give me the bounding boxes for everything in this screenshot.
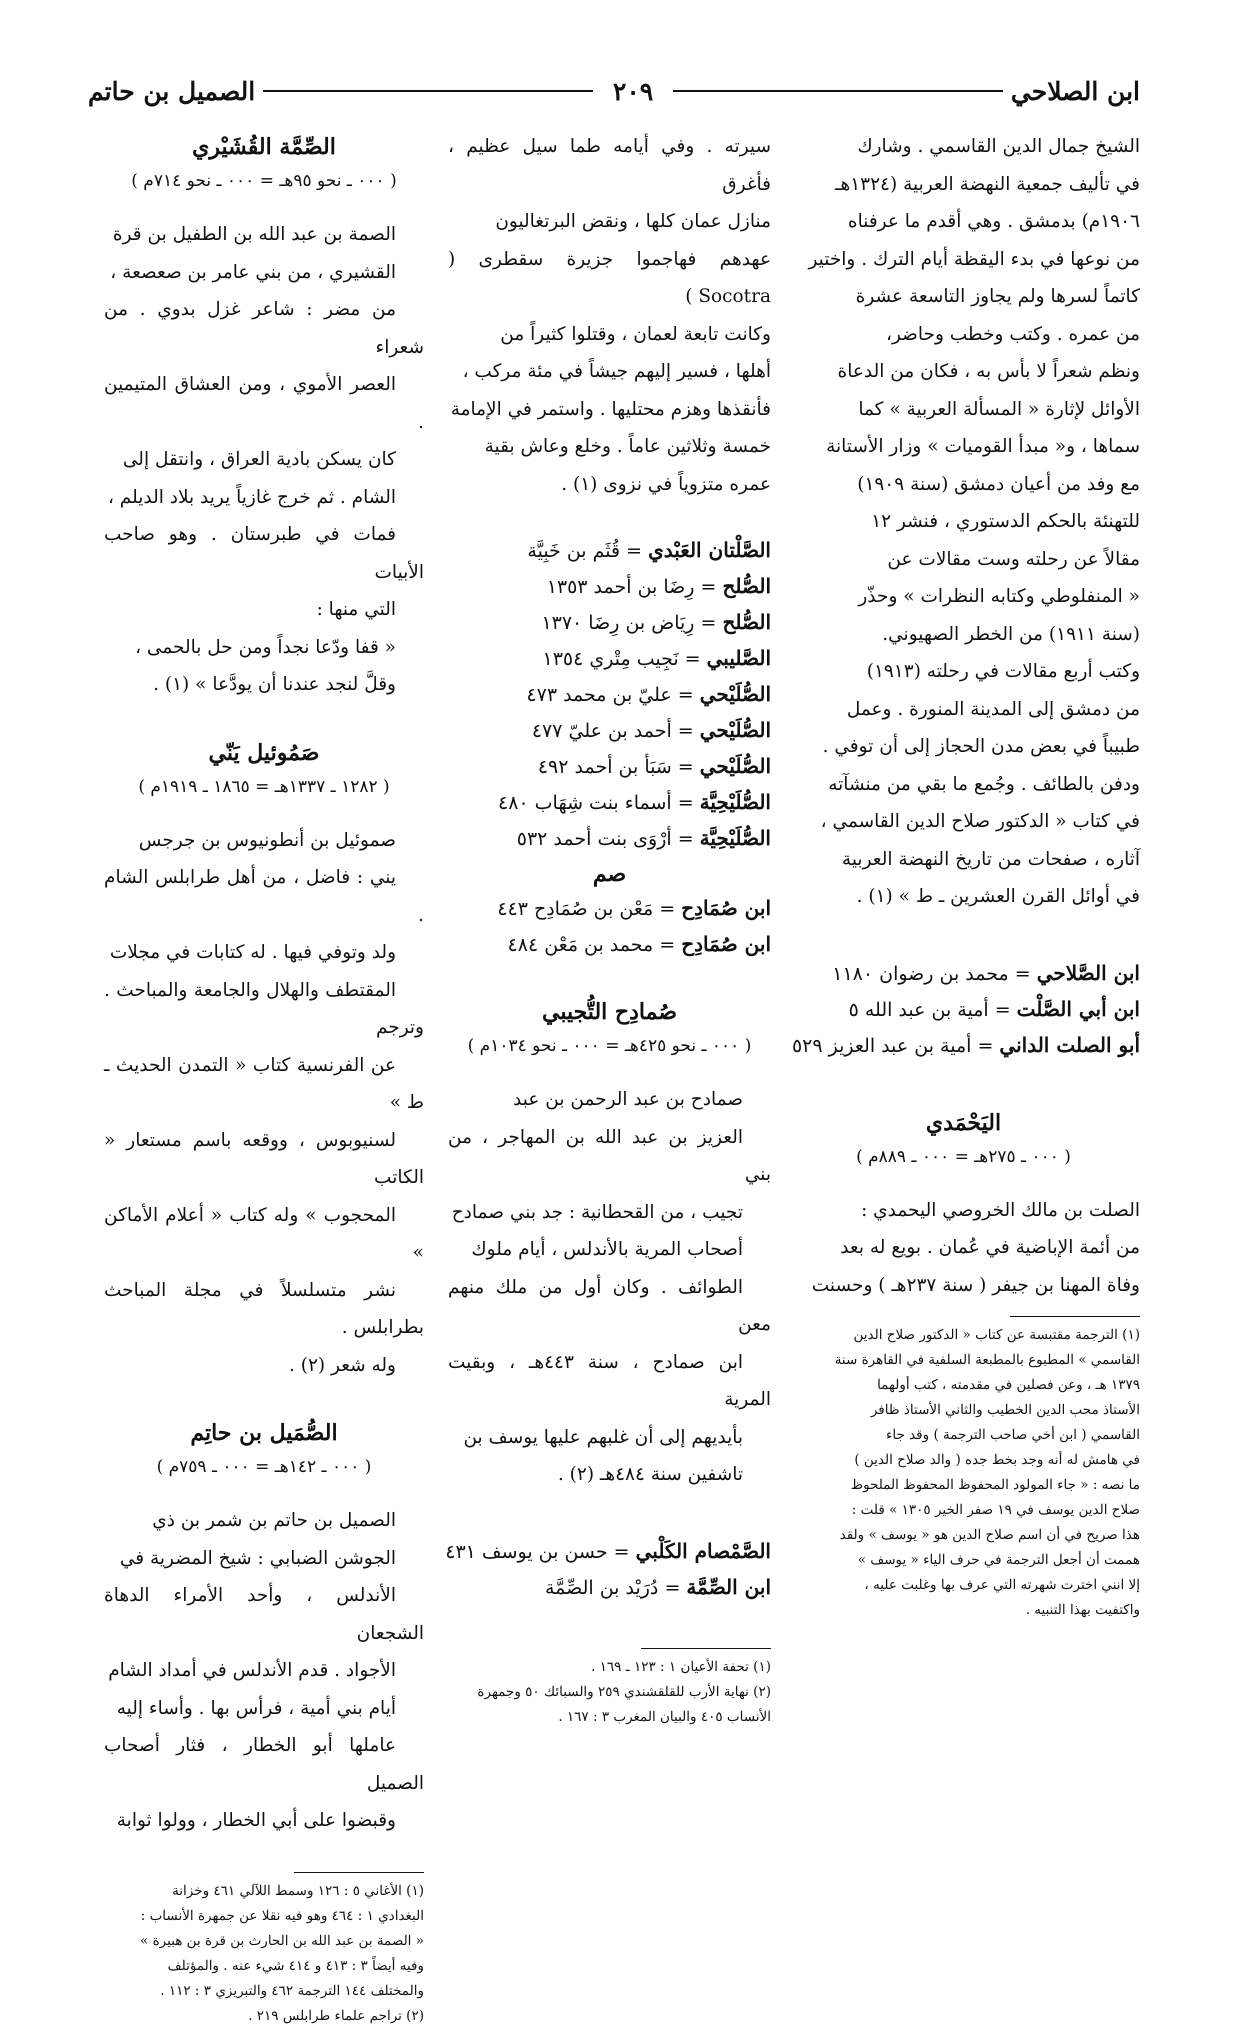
footnote-line: (٢) تراجم علماء طرابلس ٢١٩ . <box>248 2007 424 2024</box>
text-line: طبيباً في بعض مدن الحجاز إلى أن توفي . <box>822 736 1140 757</box>
verse-line: « قفا ودّعا نجداً ومن حل بالحمى ، <box>135 636 396 658</box>
footnote-rule <box>1010 1316 1140 1317</box>
text-line: بأيديهم إلى أن غلبهم عليها يوسف بن <box>463 1426 743 1448</box>
text-line: (سنة ١٩١١) من الخطر الصهيوني. <box>882 623 1140 645</box>
text-line: وقبضوا على أبي الخطار ، وولوا ثوابة <box>116 1810 396 1831</box>
text-line: ١٩٠٦م) بدمشق . وهي أقدم ما عرفناه <box>847 211 1140 232</box>
text-line: آثاره ، صفحات من تاريخ النهضة العربية <box>841 848 1140 870</box>
text-line: أصحاب المرية بالأندلس ، أيام ملوك <box>471 1239 743 1260</box>
text-line: عهدهم فهاجموا جزيرة سقطرى ( Socotra ) <box>448 248 771 307</box>
text-line: الأندلس ، وأحد الأمراء الدهاة الشجعان <box>104 1585 424 1644</box>
footnote-line: القاسمي ( ابن أخي صاحب الترجمة ) وقد جاء <box>886 1427 1140 1443</box>
footnote-line: ١٣٧٩ هـ ، وعن فصلين في مقدمته ، كتب أولهما <box>877 1377 1140 1393</box>
cross-reference: ابن صُمَادِح = محمد بن مَعْن ٤٨٤ <box>507 932 771 956</box>
text-line: فأنقذها وهزم محتليها . واستمر في الإمامة <box>450 398 771 420</box>
text-line: ولد وتوفي فيها . له كتابات في مجلات <box>109 942 396 963</box>
cross-reference: الصُّلَيْحي = سَبَأ بن أحمد ٤٩٢ <box>537 754 771 778</box>
text-line: كاتماً لسرها ولم يجاوز التاسعة عشرة <box>855 286 1140 307</box>
text-line: المقتطف والهلال والجامعة والمباحث . وترجم <box>104 979 424 1038</box>
column-left <box>104 128 424 2029</box>
text-line: في كتاب « الدكتور صلاح الدين القاسمي ، <box>820 811 1140 832</box>
header-left-name: الصميل بن حاتم <box>87 76 256 106</box>
text-line: للتهنئة بالحكم الدستوري ، فنشر ١٢ <box>871 511 1140 532</box>
text-line: تاشفين سنة ٤٨٤هـ (٢) . <box>557 1464 743 1485</box>
text-line: صمادح بن عبد الرحمن بن عبد <box>513 1089 743 1110</box>
paragraph <box>448 128 771 503</box>
page-number: ٢٠٩ <box>612 76 654 106</box>
text-line: مقالاً عن رحلته وست مقالات عن <box>887 548 1140 570</box>
footnote-line: (١) تحفة الأعيان ١ : ١٢٣ ـ ١٦٩ . <box>591 1658 771 1675</box>
text-line: الصلت بن مالك الخروصي اليحمدي : <box>861 1199 1140 1221</box>
text-line: القشيري ، من بني عامر بن صعصعة ، <box>110 261 396 283</box>
text-line: تجيب ، من القحطانية : جد بني صمادح <box>451 1201 743 1223</box>
text-line: سماها ، و« مبدأ القوميات » وزار الأستانة <box>826 436 1140 457</box>
footnote-line: هممت أن أجعل الترجمة في حرف الياء « يوسف » <box>857 1552 1140 1568</box>
text-line: التي منها : <box>316 599 396 620</box>
text-line: نشر متسلسلاً في مجلة المباحث بطرابلس . <box>104 1279 424 1338</box>
footnote-line: صلاح الدين يوسف في ١٩ صفر الخير ١٣٠٥ » قلت : <box>851 1502 1140 1518</box>
entry-dates: ( ٠٠٠ ـ نحو ٩٥هـ = ٠٠٠ ـ نحو ٧١٤م ) <box>131 171 397 191</box>
text-line: الأوائل لإثارة « المسألة العربية » كما <box>858 398 1140 420</box>
text-line: كان يسكن بادية العراق ، وانتقل إلى <box>122 449 396 470</box>
text-line: وله شعر (٢) . <box>288 1354 396 1376</box>
text-line: ابن صمادح ، سنة ٤٤٣هـ ، وبقيت المرية <box>448 1351 771 1410</box>
text-line: في أوائل القرن العشرين ـ ط » (١) . <box>856 886 1140 907</box>
entry-dates: ( ٠٠٠ ـ نحو ٤٢٥هـ = ٠٠٠ ـ نحو ١٠٣٤م ) <box>467 1036 752 1056</box>
section-letter-heading: صم <box>592 861 627 887</box>
verse-line: وقلَّ لنجد عندنا أن يودَّعا » (١) . <box>153 674 396 695</box>
text-line: فمات في طبرستان . وهو صاحب الأبيات <box>104 524 424 583</box>
entry-title: اليَحْمَدي <box>925 1109 1002 1136</box>
text-line: من مضر : شاعر غزل بدوي . من شعراء <box>104 299 424 358</box>
entry-title: الصُّمَيل بن حاتِم <box>190 1420 338 1446</box>
footnote-line: (١) الأغاني ٥ : ١٢٦ وسمط اللآلي ٤٦١ وخزانة <box>172 1882 424 1899</box>
text-line: أهلها ، فسير إليهم جيشاً في مئة مركب ، <box>462 361 771 382</box>
entry-title: الصِّمَّة القُشَيْري <box>192 134 336 160</box>
cross-reference: الصَّليبي = نَجِيب مِتْري ١٣٥٤ <box>542 646 771 670</box>
cross-reference: ابن الصَّلاحي = محمد بن رضوان ١١٨٠ <box>832 960 1140 985</box>
text-line: الجوشن الضبابي : شيخ المضرية في <box>119 1547 396 1569</box>
cross-reference: الصَّلْتان العَبْدي = قُثَم بن خَبِيَّة <box>527 538 771 562</box>
entry-dates: ( ١٢٨٢ ـ ١٣٣٧هـ = ١٨٦٥ ـ ١٩١٩م ) <box>138 776 390 797</box>
cross-reference: الصُّلح = رِيَاض بن رِضَا ١٣٧٠ <box>541 610 771 634</box>
cross-reference: الصُّلح = رِضَا بن أحمد ١٣٥٣ <box>546 574 771 598</box>
text-line: الأجواد . قدم الأندلس في أمداد الشام <box>108 1660 396 1681</box>
text-line: لسنيوبوس ، ووقعه باسم مستعار « الكاتب <box>104 1129 424 1188</box>
cross-reference: ابن صُمَادِح = مَعْن بن صُمَادِح ٤٤٣ <box>497 896 771 920</box>
text-line: العزيز بن عبد الله بن المهاجر ، من بني <box>448 1126 771 1185</box>
footnote-line: هذا صريح في أن اسم صلاح الدين هو « يوسف » ولقد <box>839 1527 1140 1543</box>
cross-reference-list <box>445 1534 771 1606</box>
header-rule-left <box>263 90 593 92</box>
entry-dates: ( ٠٠٠ ـ ٢٧٥هـ = ٠٠٠ ـ ٨٨٩م ) <box>856 1146 1071 1167</box>
text-line: الصميل بن حاتم بن شمر بن ذي <box>152 1510 396 1531</box>
cross-reference-list <box>787 956 1140 1064</box>
column-right <box>787 128 1140 1623</box>
cross-reference: أبو الصلت الداني = أمية بن عبد العزيز ٥٢٩ <box>791 1032 1140 1057</box>
footnote-line: (١) الترجمة مقتبسة عن كتاب « الدكتور صلاح الدين <box>853 1327 1140 1343</box>
footnotes <box>787 1323 1140 1623</box>
text-line: ودفن بالطائف . وجُمع ما بقي من منشآته <box>828 773 1140 795</box>
cross-reference: ابن الصِّمَّة = دُرَيْد بن الصِّمَّة <box>544 1574 771 1599</box>
cross-reference: الصُّلَيْحي = أحمد بن عليّ ٤٧٧ <box>531 718 771 742</box>
footnote-rule <box>294 1872 424 1873</box>
paragraph <box>104 822 424 1385</box>
text-line: ونظم شعراً لا بأس به ، فكان من الدعاة <box>837 361 1140 382</box>
footnote-line: وفيه أيضاً ٣ : ٤١٣ و ٤١٤ شيء عنه . والمؤتلف <box>167 1957 424 1974</box>
cross-reference: الصُّلَيْحي = عليّ بن محمد ٤٧٣ <box>526 682 771 706</box>
footnote-line: القاسمي » المطبوع بالمطبعة السلفية في القاهرة سنة <box>834 1352 1140 1368</box>
text-line: مع وفد من أعيان دمشق (سنة ١٩٠٩) <box>857 473 1140 495</box>
footnote-line: « الصمة بن عبد الله بن الحارث بن قرة بن هبيرة » <box>140 1932 424 1949</box>
footnotes <box>448 1655 771 1730</box>
text-line: صموئيل بن أنطونيوس بن جرجس <box>138 829 396 851</box>
text-line: عن الفرنسية كتاب « التمدن الحديث ـ ط » <box>104 1054 424 1113</box>
entry-dates: ( ٠٠٠ ـ ١٤٢هـ = ٠٠٠ ـ ٧٥٩م ) <box>156 1457 372 1477</box>
text-line: الصمة بن عبد الله بن الطفيل بن قرة <box>112 224 396 245</box>
paragraph <box>448 1081 771 1494</box>
cross-reference: ابن أبي الصَّلْت = أمية بن عبد الله ٥ <box>848 996 1140 1021</box>
cross-reference: الصُّلَيْحِيَّة = أسماء بنت شِهَاب ٤٨٠ <box>497 790 771 814</box>
text-line: من دمشق إلى المدينة المنورة . وعمل <box>846 698 1140 720</box>
column-middle <box>445 128 771 1730</box>
paragraph <box>104 1502 424 1840</box>
paragraph <box>104 216 424 704</box>
text-line: وكتب أربع مقالات في رحلته (١٩١٣) <box>866 661 1140 682</box>
entry-title: صَمُوئيل يَنّي <box>208 739 320 766</box>
footnote-rule <box>641 1648 771 1649</box>
text-line: عمره متزوياً في نزوى (١) . <box>561 473 771 495</box>
paragraph <box>787 1192 1140 1305</box>
cross-reference-list <box>448 533 771 857</box>
text-line: وكانت تابعة لعمان ، وقتلوا كثيراً من <box>500 323 771 345</box>
footnote-line: الأنساب ٤٠٥ والبيان المغرب ٣ : ١٦٧ . <box>558 1708 771 1725</box>
text-line: سيرته . وفي أيامه طما سيل عظيم ، فأغرق <box>448 136 771 195</box>
text-line: وفاة المهنا بن جيفر ( سنة ٢٣٧هـ ) وحسنت <box>811 1274 1140 1296</box>
running-header <box>88 68 1140 114</box>
text-line: المحجوب » وله كتاب « أعلام الأماكن » <box>104 1204 424 1263</box>
cross-reference-list <box>448 891 771 963</box>
text-line: في تأليف جمعية النهضة العربية (١٣٢٤هـ <box>835 173 1140 195</box>
header-right-name: ابن الصلاحي <box>1010 76 1140 106</box>
cross-reference: الصُّلَيْحِيَّة = أرْوَى بنت أحمد ٥٣٢ <box>516 826 771 850</box>
paragraph <box>787 128 1140 916</box>
entry-title: صُمادِح التُّجيبي <box>541 999 678 1025</box>
header-rule-right <box>673 90 1003 92</box>
text-line: الشيخ جمال الدين القاسمي . وشارك <box>857 136 1140 157</box>
footnote-line: في هامش له أنه وجد بخط جده ( والد صلاح الدين ) <box>854 1452 1140 1468</box>
text-line: العصر الأموي ، ومن العشاق المتيمين . <box>104 374 424 433</box>
text-line: عاملها أبو الخطار ، فثار أصحاب الصميل <box>104 1735 424 1794</box>
footnote-line: إلا انني اخترت شهرته التي عرف بها وغلبت عليه ، <box>864 1577 1140 1593</box>
text-line: يني : فاضل ، من أهل طرابلس الشام . <box>104 867 424 926</box>
footnote-line: (٢) نهاية الأرب للقلقشندي ٢٥٩ والسبائك ٥٠ وجمهرة <box>477 1683 771 1700</box>
text-line: الطوائف . وكان أول من ملك منهم معن <box>448 1276 771 1335</box>
text-line: من أئمة الإباضية في عُمان . بويع له بعد <box>840 1237 1140 1258</box>
footnote-line: ما نصه : « جاء المولود المحفوظ المحفوظ الملحوظ <box>850 1477 1140 1493</box>
text-line: « المنفلوطي وكتابه النظرات » وحذّر <box>858 586 1140 607</box>
footnote-line: البغدادي ١ : ٤٦٤ وهو فيه نقلا عن جمهرة الأنساب : <box>140 1907 424 1924</box>
footnote-line: والمختلف ١٤٤ الترجمة ٤٦٢ والتبريزي ٣ : ١١٢ . <box>160 1982 424 1999</box>
text-line: من عمره . وكتب وخطب وحاضر، <box>885 323 1140 345</box>
footnotes <box>104 1879 424 2029</box>
cross-reference: الصَّمْصام الكَلْبي = حسن بن يوسف ٤٣١ <box>445 1538 771 1563</box>
text-line: خمسة وثلاثين عاماً . وخلع وعاش بقية <box>484 436 771 457</box>
footnote-line: الأستاذ محب الدين الخطيب والثاني الأستاذ ظافر <box>870 1402 1140 1418</box>
text-line: الشام . ثم خرج غازياً يريد بلاد الديلم ، <box>107 486 396 508</box>
text-line: أيام بني أمية ، فرأس بها . وأساء إليه <box>116 1697 396 1719</box>
footnote-line: واكتفيت بهذا التنبيه . <box>1025 1602 1140 1618</box>
text-line: منازل عمان كلها ، ونقض البرتغاليون <box>495 211 771 232</box>
text-line: من نوعها في بدء اليقظة أيام الترك . واختير <box>808 248 1140 270</box>
